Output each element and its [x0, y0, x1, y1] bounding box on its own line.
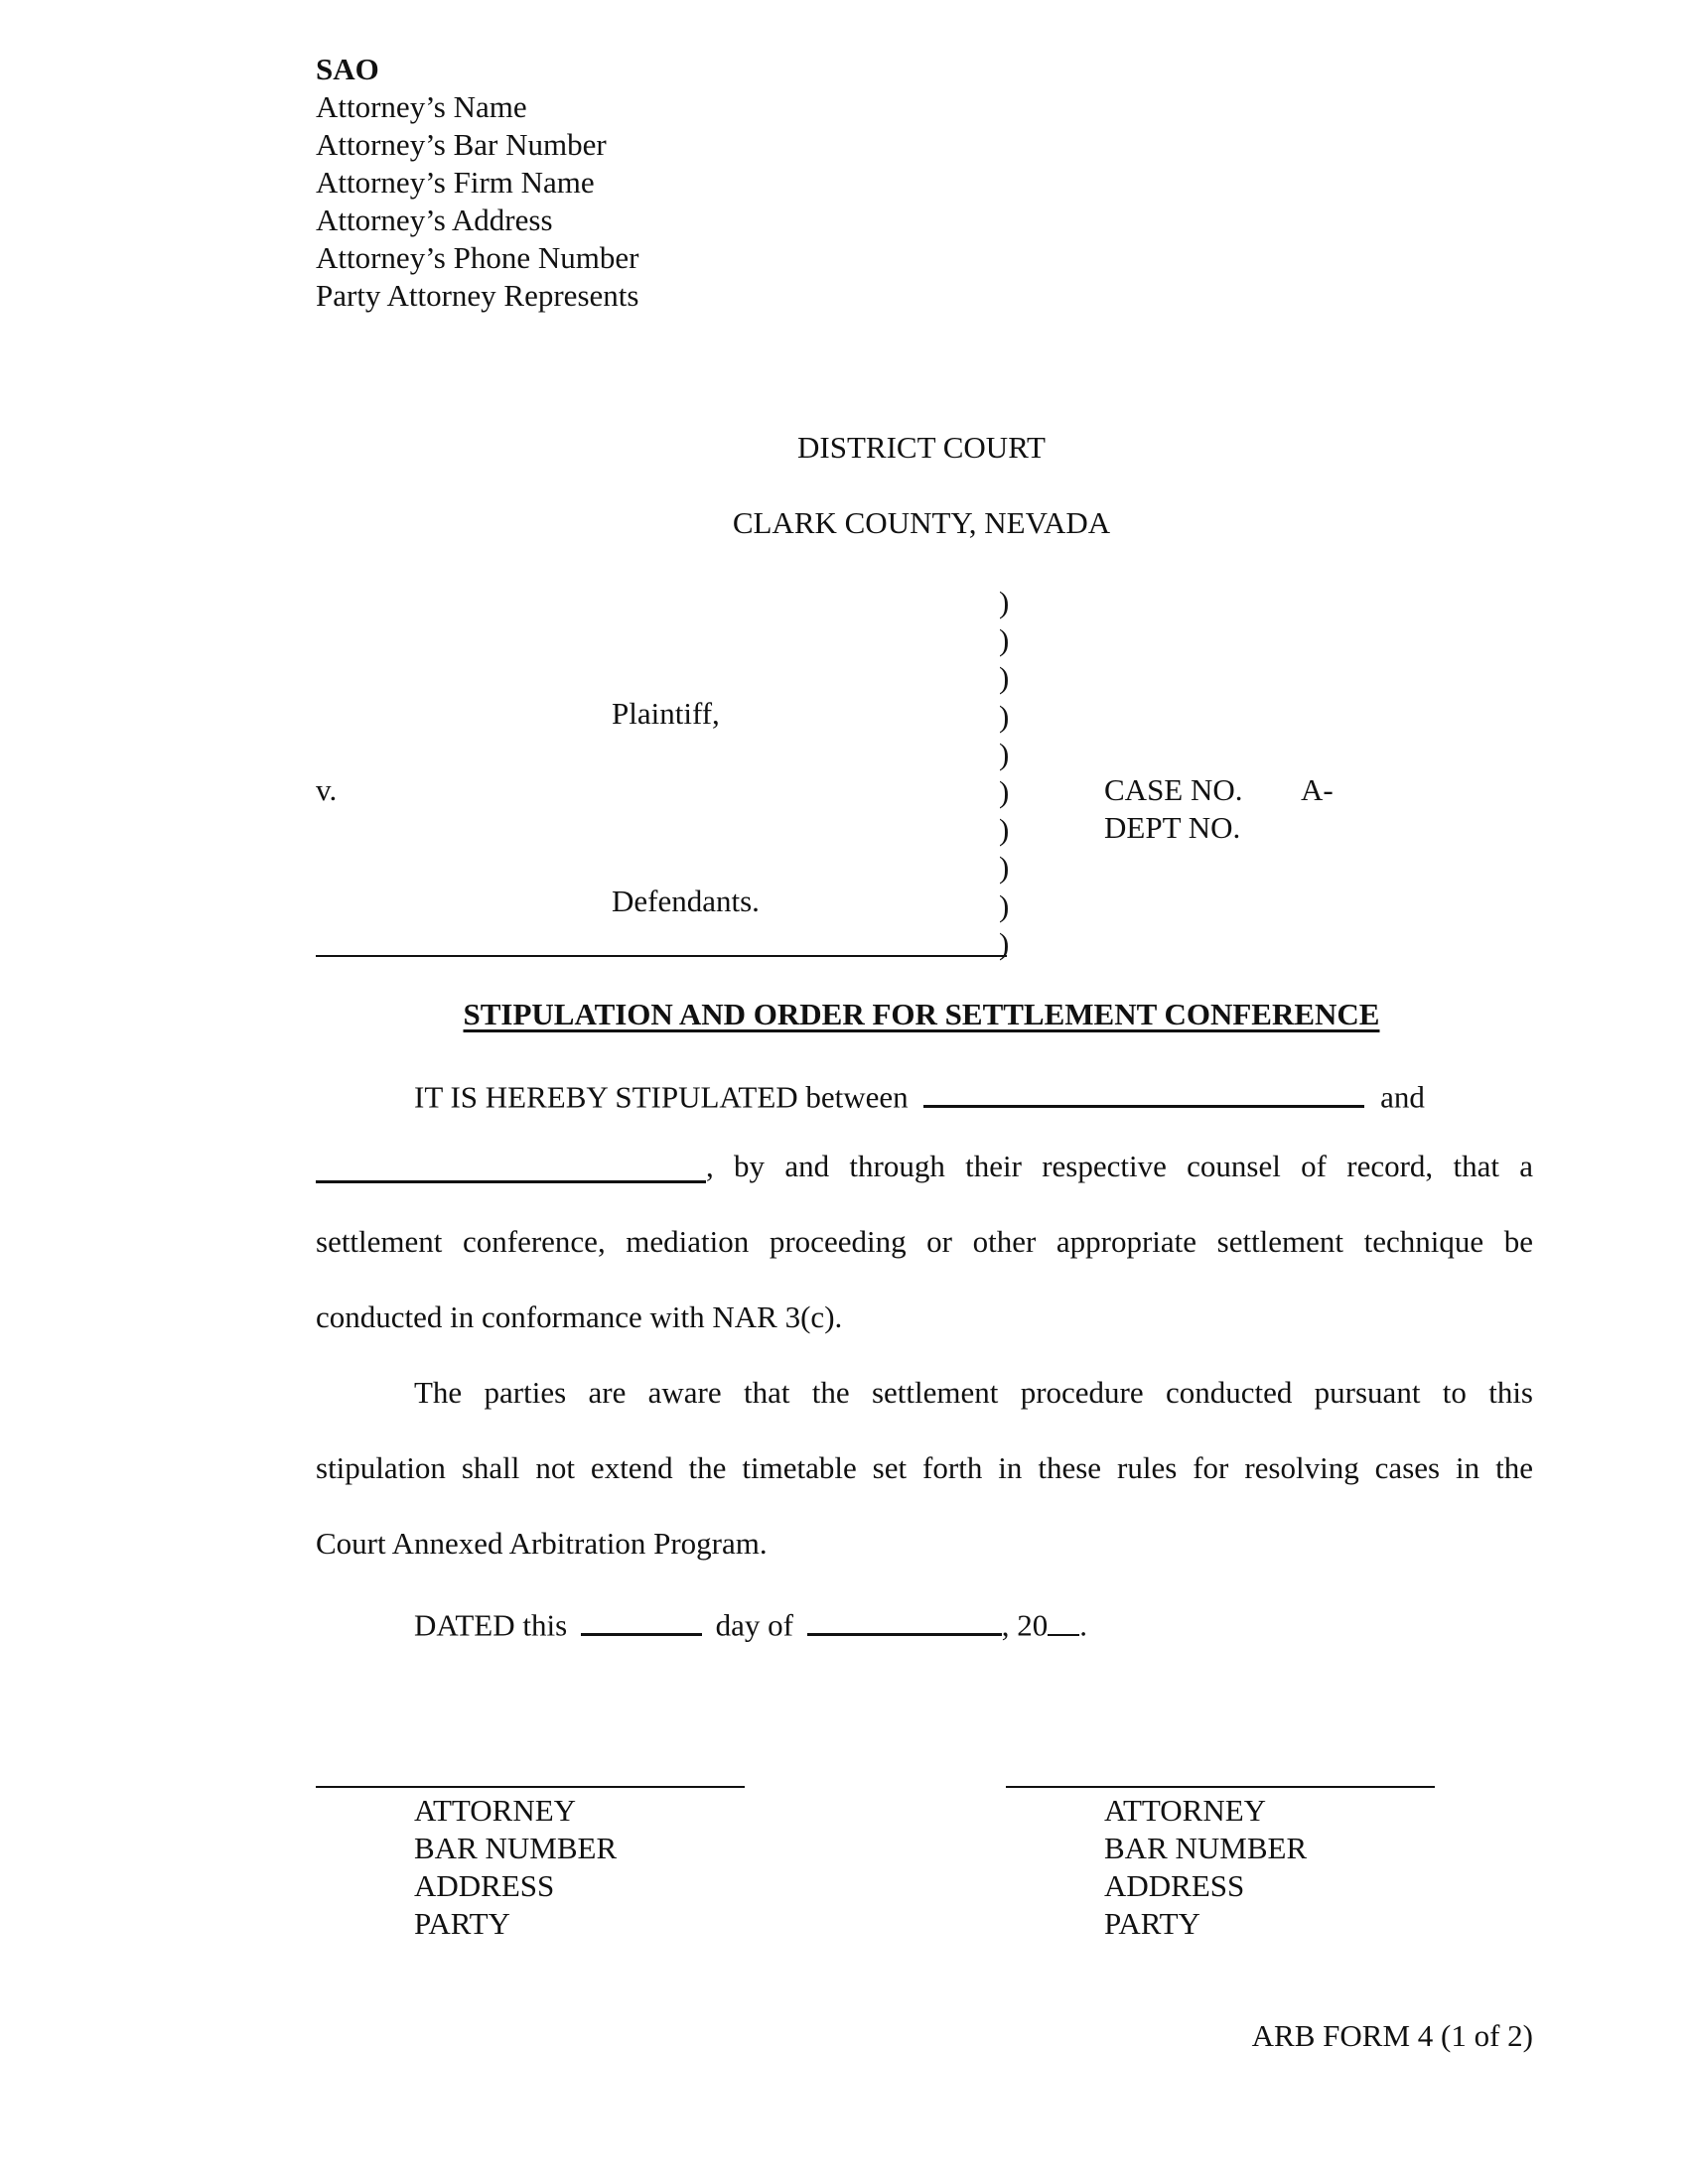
- paren: ): [999, 887, 1010, 923]
- awareness-line-2: stipulation shall not extend the timetable set forth in these rules for resolving cases in the: [316, 1450, 1533, 1485]
- case-number-label: CASE NO.: [1104, 772, 1243, 807]
- awareness-line-3: Court Annexed Arbitration Program.: [316, 1526, 768, 1561]
- paren: ): [999, 622, 1010, 658]
- attorney-firm-name: Attorney’s Firm Name: [316, 165, 595, 200]
- stipulation-line-3: settlement conference, mediation proceeding or other appropriate settlement technique be: [316, 1224, 1533, 1259]
- paren: ): [999, 812, 1010, 848]
- party-2-blank[interactable]: [316, 1148, 706, 1183]
- dated-line: [414, 1600, 1087, 1644]
- caption-underline: [316, 955, 1007, 957]
- party-label: PARTY: [414, 1906, 510, 1941]
- defendants-label: Defendants.: [612, 884, 760, 918]
- form-footer-label: ARB FORM 4 (1 of 2): [1251, 2018, 1533, 2053]
- stipulation-intro: IT IS HEREBY STIPULATED between: [414, 1079, 909, 1115]
- attorney-name: Attorney’s Name: [316, 89, 527, 124]
- stipulation-line-2: [316, 1148, 1533, 1191]
- paren: ): [999, 585, 1010, 619]
- signature-block-left: [414, 1792, 617, 1943]
- year-prefix: , 20: [1001, 1607, 1049, 1643]
- day-of-label: day of: [715, 1607, 793, 1643]
- paren: ): [999, 660, 1010, 696]
- attorney-label: ATTORNEY: [414, 1793, 577, 1828]
- address-label: ADDRESS: [1104, 1868, 1245, 1903]
- document-title: STIPULATION AND ORDER FOR SETTLEMENT CONFERENCE: [463, 997, 1380, 1031]
- signature-block-right: [1104, 1792, 1307, 1943]
- and-label: and: [1380, 1079, 1425, 1115]
- paren: ): [999, 698, 1010, 734]
- stipulation-line-4: conducted in conformance with NAR 3(c).: [316, 1299, 843, 1334]
- attorney-label: ATTORNEY: [1104, 1793, 1267, 1828]
- party-represented: Party Attorney Represents: [316, 278, 639, 313]
- stipulation-line-1: [414, 1072, 1425, 1116]
- attorney-bar-number: Attorney’s Bar Number: [316, 127, 607, 162]
- day-blank[interactable]: [581, 1600, 702, 1636]
- case-number-value: A-: [1301, 772, 1334, 807]
- court-name: DISTRICT COURT: [797, 430, 1046, 465]
- dated-prefix: DATED this: [414, 1607, 568, 1643]
- attorney-phone-number: Attorney’s Phone Number: [316, 240, 639, 275]
- attorney-address: Attorney’s Address: [316, 203, 553, 237]
- versus-label: v.: [316, 772, 338, 807]
- signature-line-right: [1006, 1786, 1435, 1788]
- court-county: CLARK COUNTY, NEVADA: [732, 505, 1111, 540]
- dated-suffix: .: [1079, 1607, 1087, 1643]
- paren: ): [999, 925, 1010, 961]
- stipulation-line-2-text: , by and through their respective counsel of record, that a: [706, 1149, 1533, 1183]
- caption-parenthesis-column: [999, 584, 1019, 963]
- plaintiff-label: Plaintiff,: [612, 696, 720, 731]
- paren: ): [999, 850, 1010, 886]
- month-blank[interactable]: [807, 1600, 1002, 1636]
- paren: ): [999, 773, 1010, 809]
- dept-number-label: DEPT NO.: [1104, 810, 1241, 845]
- signature-line-left: [316, 1786, 745, 1788]
- bar-number-label: BAR NUMBER: [1104, 1831, 1308, 1865]
- party-label: PARTY: [1104, 1906, 1200, 1941]
- bar-number-label: BAR NUMBER: [414, 1831, 618, 1865]
- document-code: SAO: [316, 52, 379, 86]
- party-1-blank[interactable]: [923, 1072, 1364, 1108]
- paren: ): [999, 736, 1010, 771]
- address-label: ADDRESS: [414, 1868, 555, 1903]
- awareness-line-1: The parties are aware that the settlement procedure conducted pursuant to this: [414, 1375, 1533, 1410]
- year-blank[interactable]: [1048, 1601, 1079, 1636]
